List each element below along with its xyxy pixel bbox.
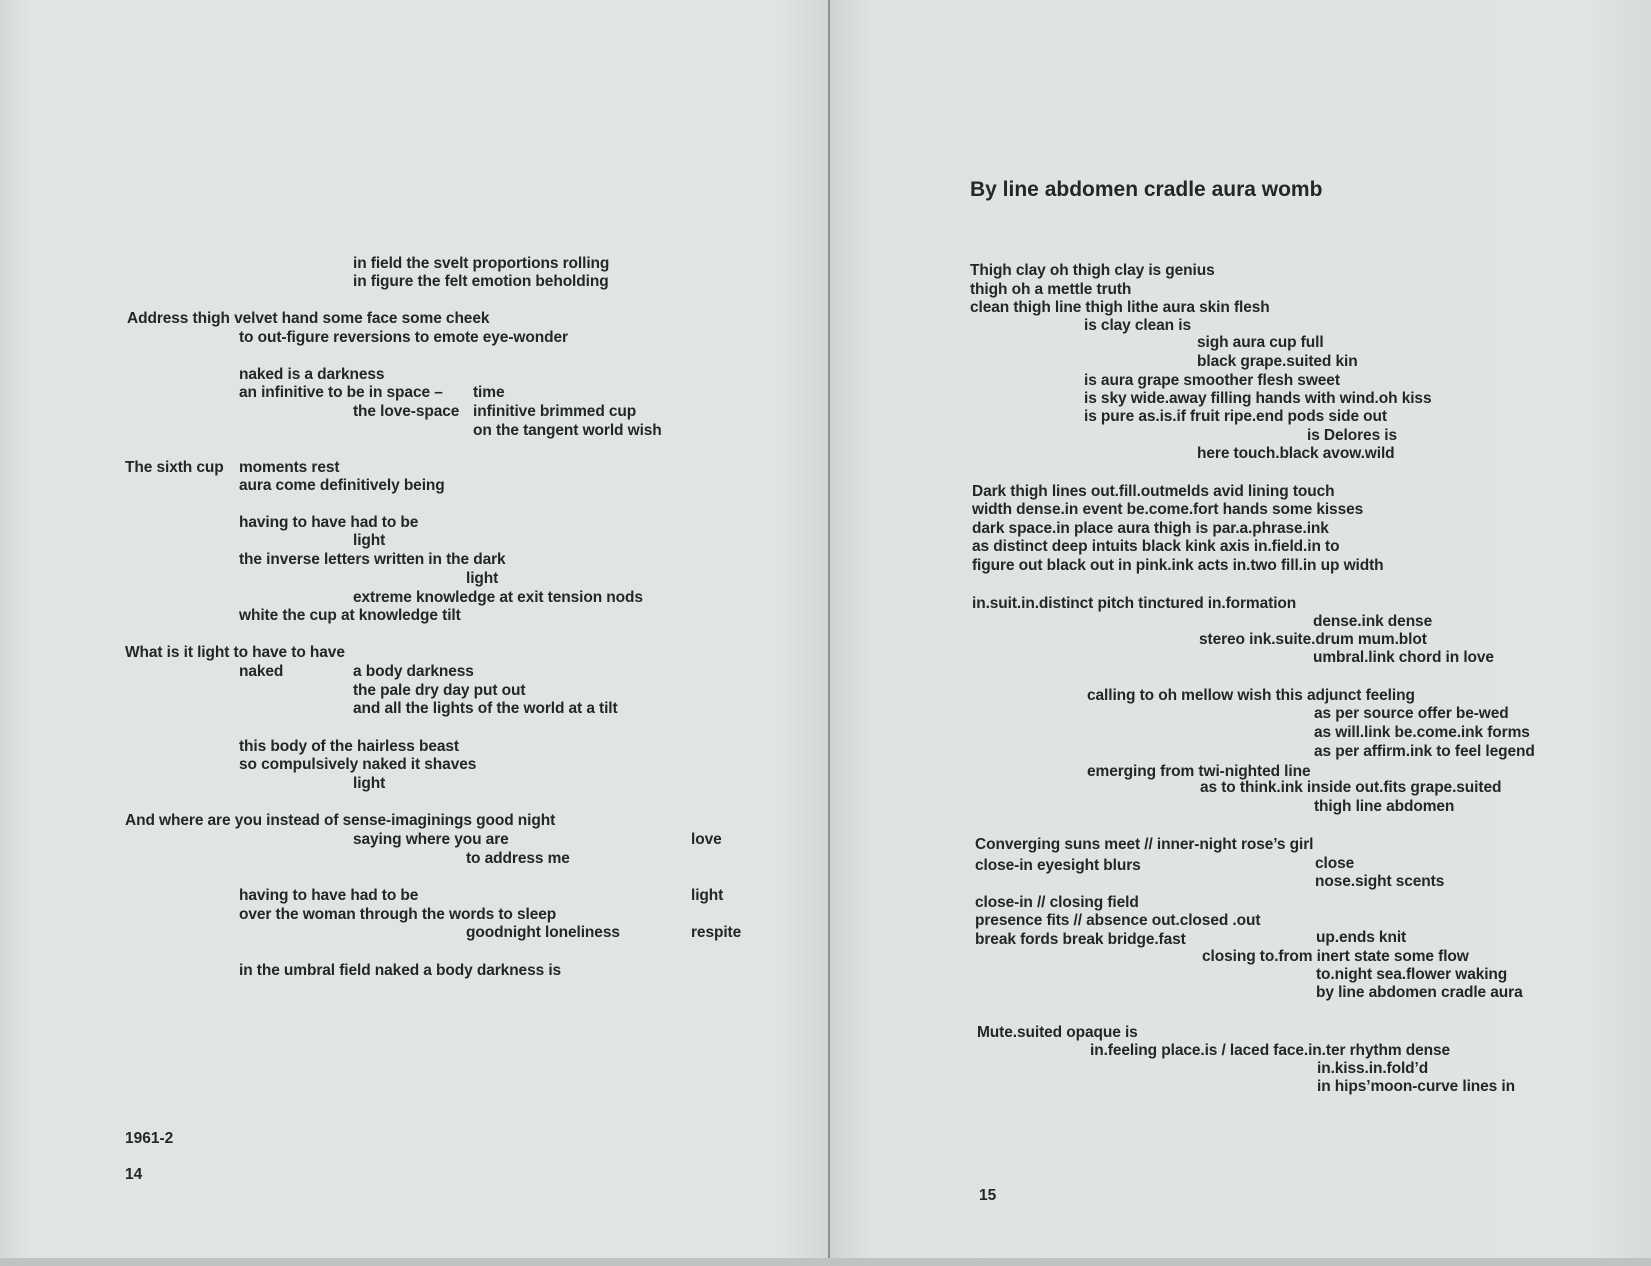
- poem-line: the inverse letters written in the dark: [239, 551, 506, 568]
- poem-line: on the tangent world wish: [473, 422, 662, 439]
- poem-line: light: [466, 570, 499, 587]
- poem-line: dense.ink dense: [1313, 613, 1433, 630]
- poem-line: moments rest: [239, 459, 340, 476]
- poem-line: having to have had to be: [239, 887, 419, 904]
- poem-line: sigh aura cup full: [1197, 334, 1324, 351]
- poem-line: break fords break bridge.fast: [975, 931, 1186, 948]
- poem-line: the love-space: [353, 403, 460, 420]
- poem-line: saying where you are: [353, 831, 509, 848]
- poem-line: is sky wide.away filling hands with wind.oh kiss: [1084, 390, 1432, 407]
- poem-line: light: [353, 775, 386, 792]
- poem-line: respite: [691, 924, 742, 941]
- poem-line: umbral.link chord in love: [1313, 649, 1494, 666]
- poem-line: in figure the felt emotion beholding: [353, 273, 609, 290]
- poem-line: as to think.ink inside out.fits grape.suited: [1200, 779, 1502, 796]
- poem-line: light: [691, 887, 724, 904]
- poem-line: Mute.suited opaque is: [977, 1024, 1138, 1041]
- poem-line: as distinct deep intuits black kink axis in.field.in to: [972, 538, 1340, 555]
- poem-line: stereo ink.suite.drum mum.blot: [1199, 631, 1427, 648]
- poem-line: so compulsively naked it shaves: [239, 756, 477, 773]
- page-number: 15: [979, 1187, 997, 1204]
- poem-line: in field the svelt proportions rolling: [353, 255, 610, 272]
- poem-line: a body darkness: [353, 663, 474, 680]
- poem-line: Dark thigh lines out.fill.outmelds avid lining touch: [972, 483, 1335, 500]
- poem-line: nose.sight scents: [1315, 873, 1445, 890]
- poem-line: thigh line abdomen: [1314, 798, 1455, 815]
- poem-title: By line abdomen cradle aura womb: [970, 178, 1323, 201]
- poem-line: as per affirm.ink to feel legend: [1314, 743, 1535, 760]
- poem-line: aura come definitively being: [239, 477, 445, 494]
- poem-line: in.kiss.in.fold’d: [1317, 1060, 1429, 1077]
- poem-line: to.night sea.flower waking: [1316, 966, 1508, 983]
- poem-line: the pale dry day put out: [353, 682, 526, 699]
- poem-line: this body of the hairless beast: [239, 738, 459, 755]
- poem-line: in.suit.in.distinct pitch tinctured in.formation: [972, 595, 1297, 612]
- poem-line: calling to oh mellow wish this adjunct feeling: [1087, 687, 1415, 704]
- poem-line: extreme knowledge at exit tension nods: [353, 589, 643, 606]
- poem-line: white the cup at knowledge tilt: [239, 607, 461, 624]
- poem-line: Thigh clay oh thigh clay is genius: [970, 262, 1215, 279]
- poem-line: to out-figure reversions to emote eye-wonder: [239, 329, 568, 346]
- right-page: [830, 0, 1651, 1266]
- poem-line: close: [1315, 855, 1355, 872]
- poem-line: over the woman through the words to sleep: [239, 906, 557, 923]
- poem-line: an infinitive to be in space –: [239, 384, 443, 401]
- poem-line: as per source offer be-wed: [1314, 705, 1509, 722]
- poem-line: close-in eyesight blurs: [975, 857, 1141, 874]
- poem-line: And where are you instead of sense-imaginings good night: [125, 812, 556, 829]
- poem-line: here touch.black avow.wild: [1197, 445, 1395, 462]
- poem-line: black grape.suited kin: [1197, 353, 1358, 370]
- poem-line: figure out black out in pink.ink acts in.two fill.in up width: [972, 557, 1384, 574]
- poem-line: love: [691, 831, 722, 848]
- poem-line: thigh oh a mettle truth: [970, 281, 1132, 298]
- poem-line: clean thigh line thigh lithe aura skin flesh: [970, 299, 1270, 316]
- poem-line: as will.link be.come.ink forms: [1314, 724, 1530, 741]
- poem-line: Converging suns meet // inner-night rose’s girl: [975, 836, 1314, 853]
- poem-line: in.feeling place.is / laced face.in.ter rhythm dense: [1090, 1042, 1451, 1059]
- poem-line: in the umbral field naked a body darkness is: [239, 962, 562, 979]
- poem-line: Address thigh velvet hand some face some cheek: [127, 310, 490, 327]
- poem-line: width dense.in event be.come.fort hands some kisses: [972, 501, 1364, 518]
- poem-line: is clay clean is: [1084, 317, 1191, 334]
- poem-line: and all the lights of the world at a tilt: [353, 700, 618, 717]
- poem-line: in hips’moon-curve lines in: [1317, 1078, 1515, 1095]
- poem-line: time: [473, 384, 505, 401]
- poem-line: dark space.in place aura thigh is par.a.phrase.ink: [972, 520, 1329, 537]
- page-number: 14: [125, 1166, 143, 1183]
- poem-line: is Delores is: [1307, 427, 1398, 444]
- poem-line: goodnight loneliness: [466, 924, 620, 941]
- poem-line: light: [353, 532, 386, 549]
- poem-line: emerging from twi-nighted line: [1087, 763, 1311, 780]
- poem-line: What is it light to have to have: [125, 644, 345, 661]
- poem-line: presence fits // absence out.closed .out: [975, 912, 1261, 929]
- poem-line: is aura grape smoother flesh sweet: [1084, 372, 1340, 389]
- poem-line: closing to.from inert state some flow: [1202, 948, 1469, 965]
- poem-line: close-in // closing field: [975, 894, 1139, 911]
- poem-line: infinitive brimmed cup: [473, 403, 637, 420]
- poem-line: is pure as.is.if fruit ripe.end pods side out: [1084, 408, 1387, 425]
- poem-line: having to have had to be: [239, 514, 419, 531]
- poem-line: to address me: [466, 850, 570, 867]
- poem-line: naked is a darkness: [239, 366, 385, 383]
- poem-line: up.ends knit: [1316, 929, 1407, 946]
- date-line: 1961-2: [125, 1130, 174, 1147]
- bottom-page-edge: [0, 1258, 1651, 1266]
- poem-line: The sixth cup: [125, 459, 224, 476]
- poem-line: by line abdomen cradle aura: [1316, 984, 1523, 1001]
- poem-line: naked: [239, 663, 284, 680]
